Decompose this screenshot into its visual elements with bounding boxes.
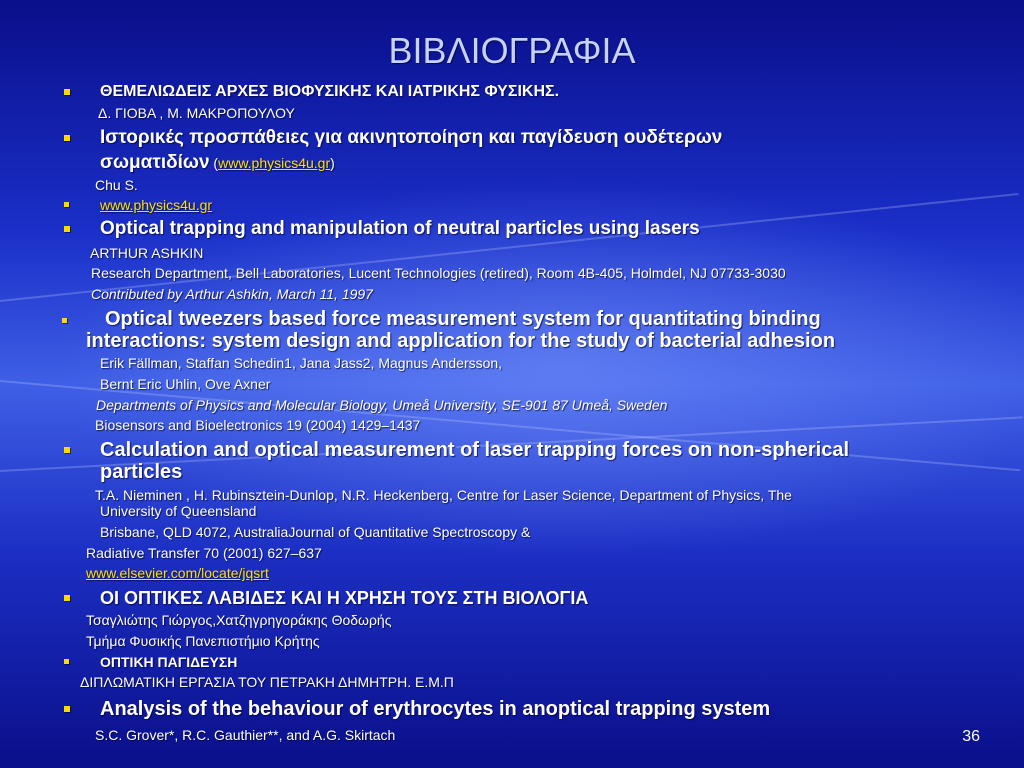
entry-5-title-cont: interactions: system design and application for the study of bacterial adhesion (86, 330, 836, 352)
entry-2-title: Ιστορικές προσπάθειες για ακινητοποίηση και παγίδευση ουδέτερων (100, 127, 723, 148)
entry-4-affiliation: Research Department, Bell Laboratories, Lucent Technologies (retired), Room 4B-405, Holmdel, NJ 07733-3030 (91, 265, 786, 281)
entry-6-journal-cont: Radiative Transfer 70 (2001) 627–637 (86, 545, 322, 561)
entry-9-authors: S.C. Grover*, R.C. Gauthier**, and A.G. Skirtach (95, 727, 396, 743)
entry-9-title: Analysis of the behaviour of erythrocytes in anoptical trapping system (100, 698, 771, 720)
entry-4-contributed: Contributed by Arthur Ashkin, March 11, 1997 (91, 286, 373, 302)
entry-6-title: Calculation and optical measurement of laser trapping forces on non-spherical (100, 439, 850, 461)
entry-7-authors: Τσαγλιώτης Γιώργος,Χατζηγρηγοράκης Θοδωρής (86, 612, 392, 628)
page-number: 36 (962, 728, 980, 745)
entry-5-department: Departments of Physics and Molecular Biology, Umeå University, SE-901 87 Umeå, Sweden (96, 397, 668, 413)
bullet-icon (64, 202, 69, 207)
bullet-icon (64, 226, 70, 232)
entry-6-link[interactable]: www.elsevier.com/locate/jqsrt (86, 565, 269, 581)
bullet-icon (62, 318, 67, 323)
entry-4-author: ARTHUR ASHKIN (90, 245, 204, 261)
entry-6-journal: Brisbane, QLD 4072, AustraliaJournal of Quantitative Spectroscopy & (100, 524, 531, 540)
entry-8-subtitle: ΔΙΠΛΩΜΑΤΙΚΗ ΕΡΓΑΣΙΑ ΤΟΥ ΠΕΤΡΑΚΗ ΔΗΜΗΤΡΗ. Ε.Μ.Π (80, 674, 454, 690)
entry-6-authors-cont: University of Queensland (100, 503, 257, 519)
entry-6-title-cont: particles (100, 461, 183, 483)
entry-1-authors: Δ. ΓΙΟΒΑ , Μ. ΜΑΚΡΟΠΟΥΛΟΥ (98, 105, 295, 121)
bullet-icon (64, 659, 69, 664)
entry-2-author: Chu S. (95, 177, 138, 193)
entry-5-authors-cont: Bernt Eric Uhlin, Ove Axner (100, 376, 271, 392)
entry-2-title-cont: σωματιδίων (www.physics4u.gr) (100, 152, 335, 173)
bullet-icon (64, 89, 70, 95)
entry-3-link[interactable]: www.physics4u.gr (100, 197, 213, 213)
entry-8-title: ΟΠΤΙΚΗ ΠΑΓΙΔΕΥΣΗ (100, 654, 238, 670)
bullet-icon (64, 595, 70, 601)
entry-2-title-end: σωματιδίων (100, 152, 210, 173)
bullet-icon (64, 135, 70, 141)
entry-1-title: ΘΕΜΕΛΙΩΔΕΙΣ ΑΡΧΕΣ ΒΙΟΦΥΣΙΚΗΣ ΚΑΙ ΙΑΤΡΙΚΗΣ ΦΥΣΙΚΗΣ. (100, 83, 560, 100)
entry-2-link[interactable]: www.physics4u.gr (218, 155, 331, 171)
entry-6-authors: T.A. Nieminen , H. Rubinsztein-Dunlop, N.R. Heckenberg, Centre for Laser Science, Department of Physics, The (95, 487, 792, 503)
entry-4-title: Optical trapping and manipulation of neutral particles using lasers (100, 218, 700, 239)
entry-5-journal: Biosensors and Bioelectronics 19 (2004) 1429–1437 (95, 417, 421, 433)
entry-5-title: Optical tweezers based force measurement system for quantitating binding (105, 308, 821, 330)
bullet-icon (64, 447, 70, 453)
entry-7-department: Τμήμα Φυσικής Πανεπιστήμιο Κρήτης (86, 633, 320, 649)
entry-5-authors: Erik Fällman, Staffan Schedin1, Jana Jass2, Magnus Andersson, (100, 355, 503, 371)
bullet-icon (64, 706, 70, 712)
slide-title: ΒΙΒΛΙΟΓΡΑΦΙΑ (388, 30, 636, 71)
entry-7-title: ΟΙ ΟΠΤΙΚΕΣ ΛΑΒΙΔΕΣ ΚΑΙ Η ΧΡΗΣΗ ΤΟΥΣ ΣΤΗ ΒΙΟΛΟΓΙΑ (100, 588, 589, 608)
